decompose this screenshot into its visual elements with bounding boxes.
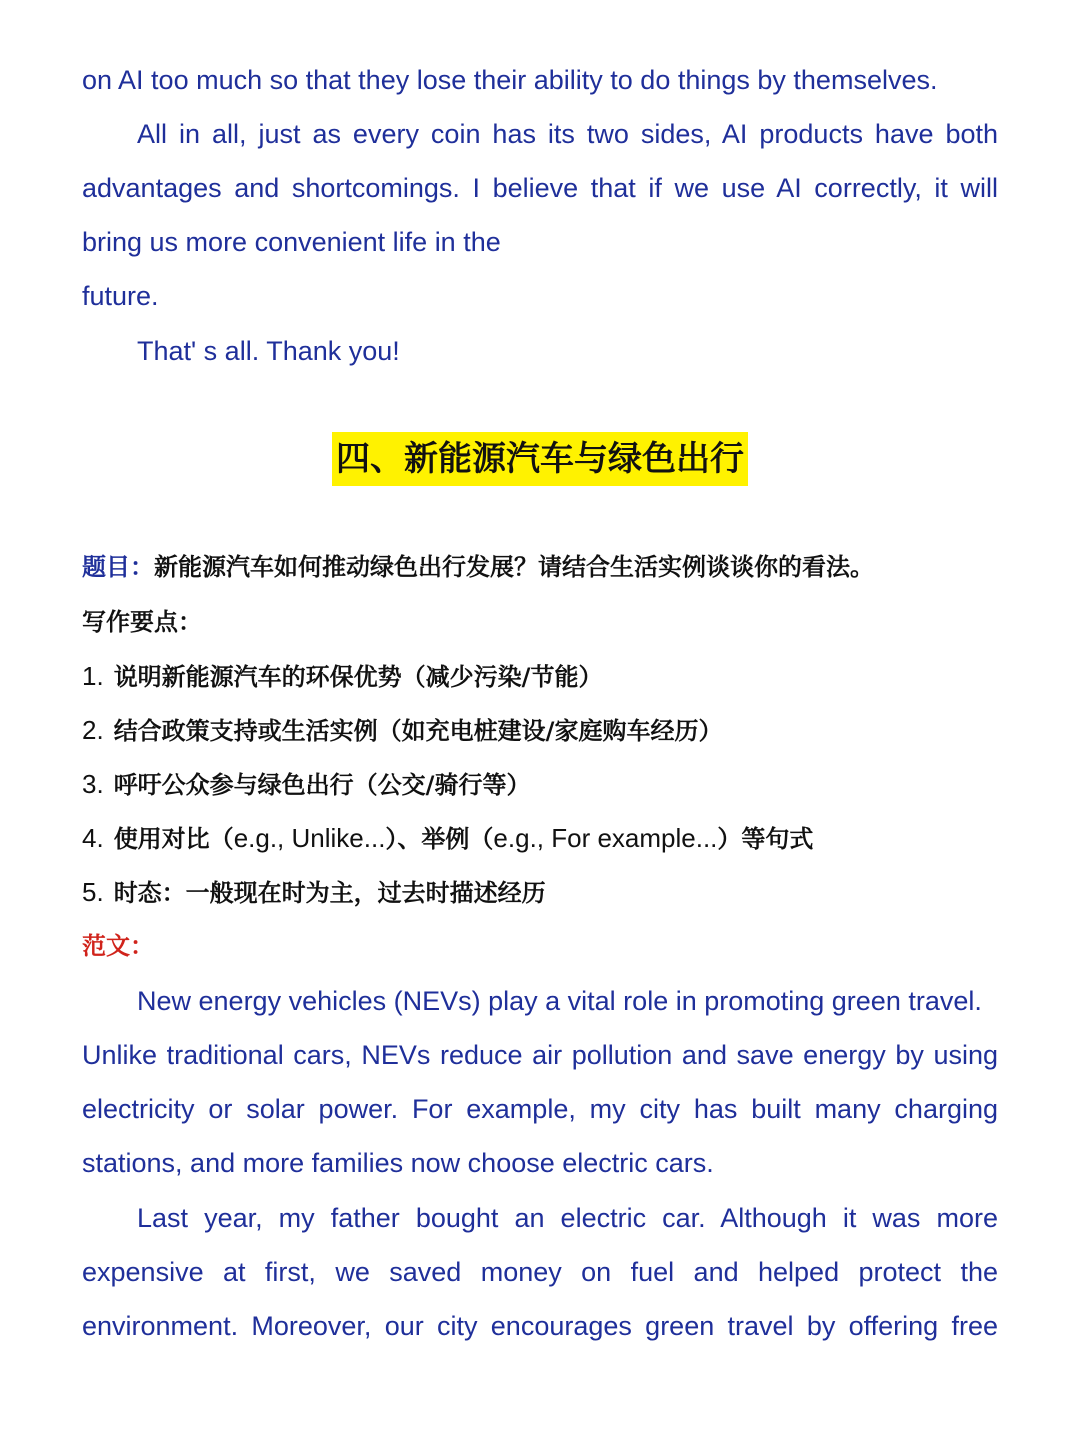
essay-prev-text: on AI too much so that they lose their ability to do things by themselves. — [82, 65, 938, 95]
point-text-a: 使用对比（ — [113, 825, 234, 853]
sample-p2-line-1: Last year, my father bought an electric car. Although it was more — [137, 1203, 998, 1233]
point-text: 说明新能源汽车的环保优势（减少污染/节能） — [113, 663, 603, 691]
prompt-text: 新能源汽车如何推动绿色出行发展？请结合生活实例谈谈你的看法。 — [154, 553, 874, 581]
sample-p1-line-4: stations, and more families now choose electric cars. — [82, 1148, 714, 1178]
section-heading: 四、新能源汽车与绿色出行 — [332, 432, 748, 486]
sample-p1-line-1: New energy vehicles (NEVs) play a vital role in promoting green travel. — [137, 986, 982, 1016]
essay-closing — [82, 324, 998, 378]
point-item-4 — [82, 811, 813, 866]
point-text: 时态：一般现在时为主，过去时描述经历 — [113, 879, 546, 907]
essay-conclusion-line-4: future. — [82, 281, 159, 311]
essay-conclusion-line-1: All in all, just as every coin has its two sides, AI products have both — [137, 119, 998, 149]
section-heading-wrap — [0, 432, 1080, 486]
essay-prev-line — [82, 53, 998, 107]
sample-paragraph-1 — [82, 974, 998, 1190]
sample-p1-line-3: electricity or solar power. For example, my city has built many charging — [82, 1094, 998, 1124]
prompt-label: 题目： — [82, 553, 154, 581]
point-text-c: ）等句式 — [717, 825, 814, 853]
point-example-a: e.g., Unlike... — [233, 823, 386, 853]
point-number: 3. — [82, 769, 104, 799]
point-item-1 — [82, 649, 602, 704]
sample-label: 范文： — [82, 932, 154, 960]
point-text: 结合政策支持或生活实例（如充电桩建设/家庭购车经历） — [113, 717, 723, 745]
points-label: 写作要点： — [82, 608, 202, 636]
point-number: 2. — [82, 715, 104, 745]
point-number: 4. — [82, 823, 104, 853]
point-item-5 — [82, 865, 546, 920]
point-item-2 — [82, 703, 722, 758]
sample-p1-line-2: Unlike traditional cars, NEVs reduce air pollution and save energy by using — [82, 1040, 998, 1070]
essay-conclusion-paragraph — [82, 107, 998, 323]
point-item-3 — [82, 757, 530, 812]
sample-label-line — [82, 919, 154, 973]
point-text-b: ）、举例（ — [385, 825, 494, 853]
sample-p2-line-3: environment. Moreover, our city encourages green travel by offering free — [82, 1311, 998, 1341]
essay-closing-text: That' s all. Thank you! — [137, 336, 400, 366]
sample-p2-line-2: expensive at first, we saved money on fuel and helped protect the — [82, 1257, 998, 1287]
point-number: 5. — [82, 877, 104, 907]
point-text: 呼吁公众参与绿色出行（公交/骑行等） — [113, 771, 531, 799]
essay-conclusion-line-2: advantages and shortcomings. I believe that if we use AI correctly, it will — [82, 173, 998, 203]
point-example-b: e.g., For example... — [493, 823, 718, 853]
prompt-line — [82, 540, 874, 594]
point-number: 1. — [82, 661, 104, 691]
essay-conclusion-line-3: bring us more convenient life in the — [82, 227, 501, 257]
sample-paragraph-2 — [82, 1191, 998, 1353]
